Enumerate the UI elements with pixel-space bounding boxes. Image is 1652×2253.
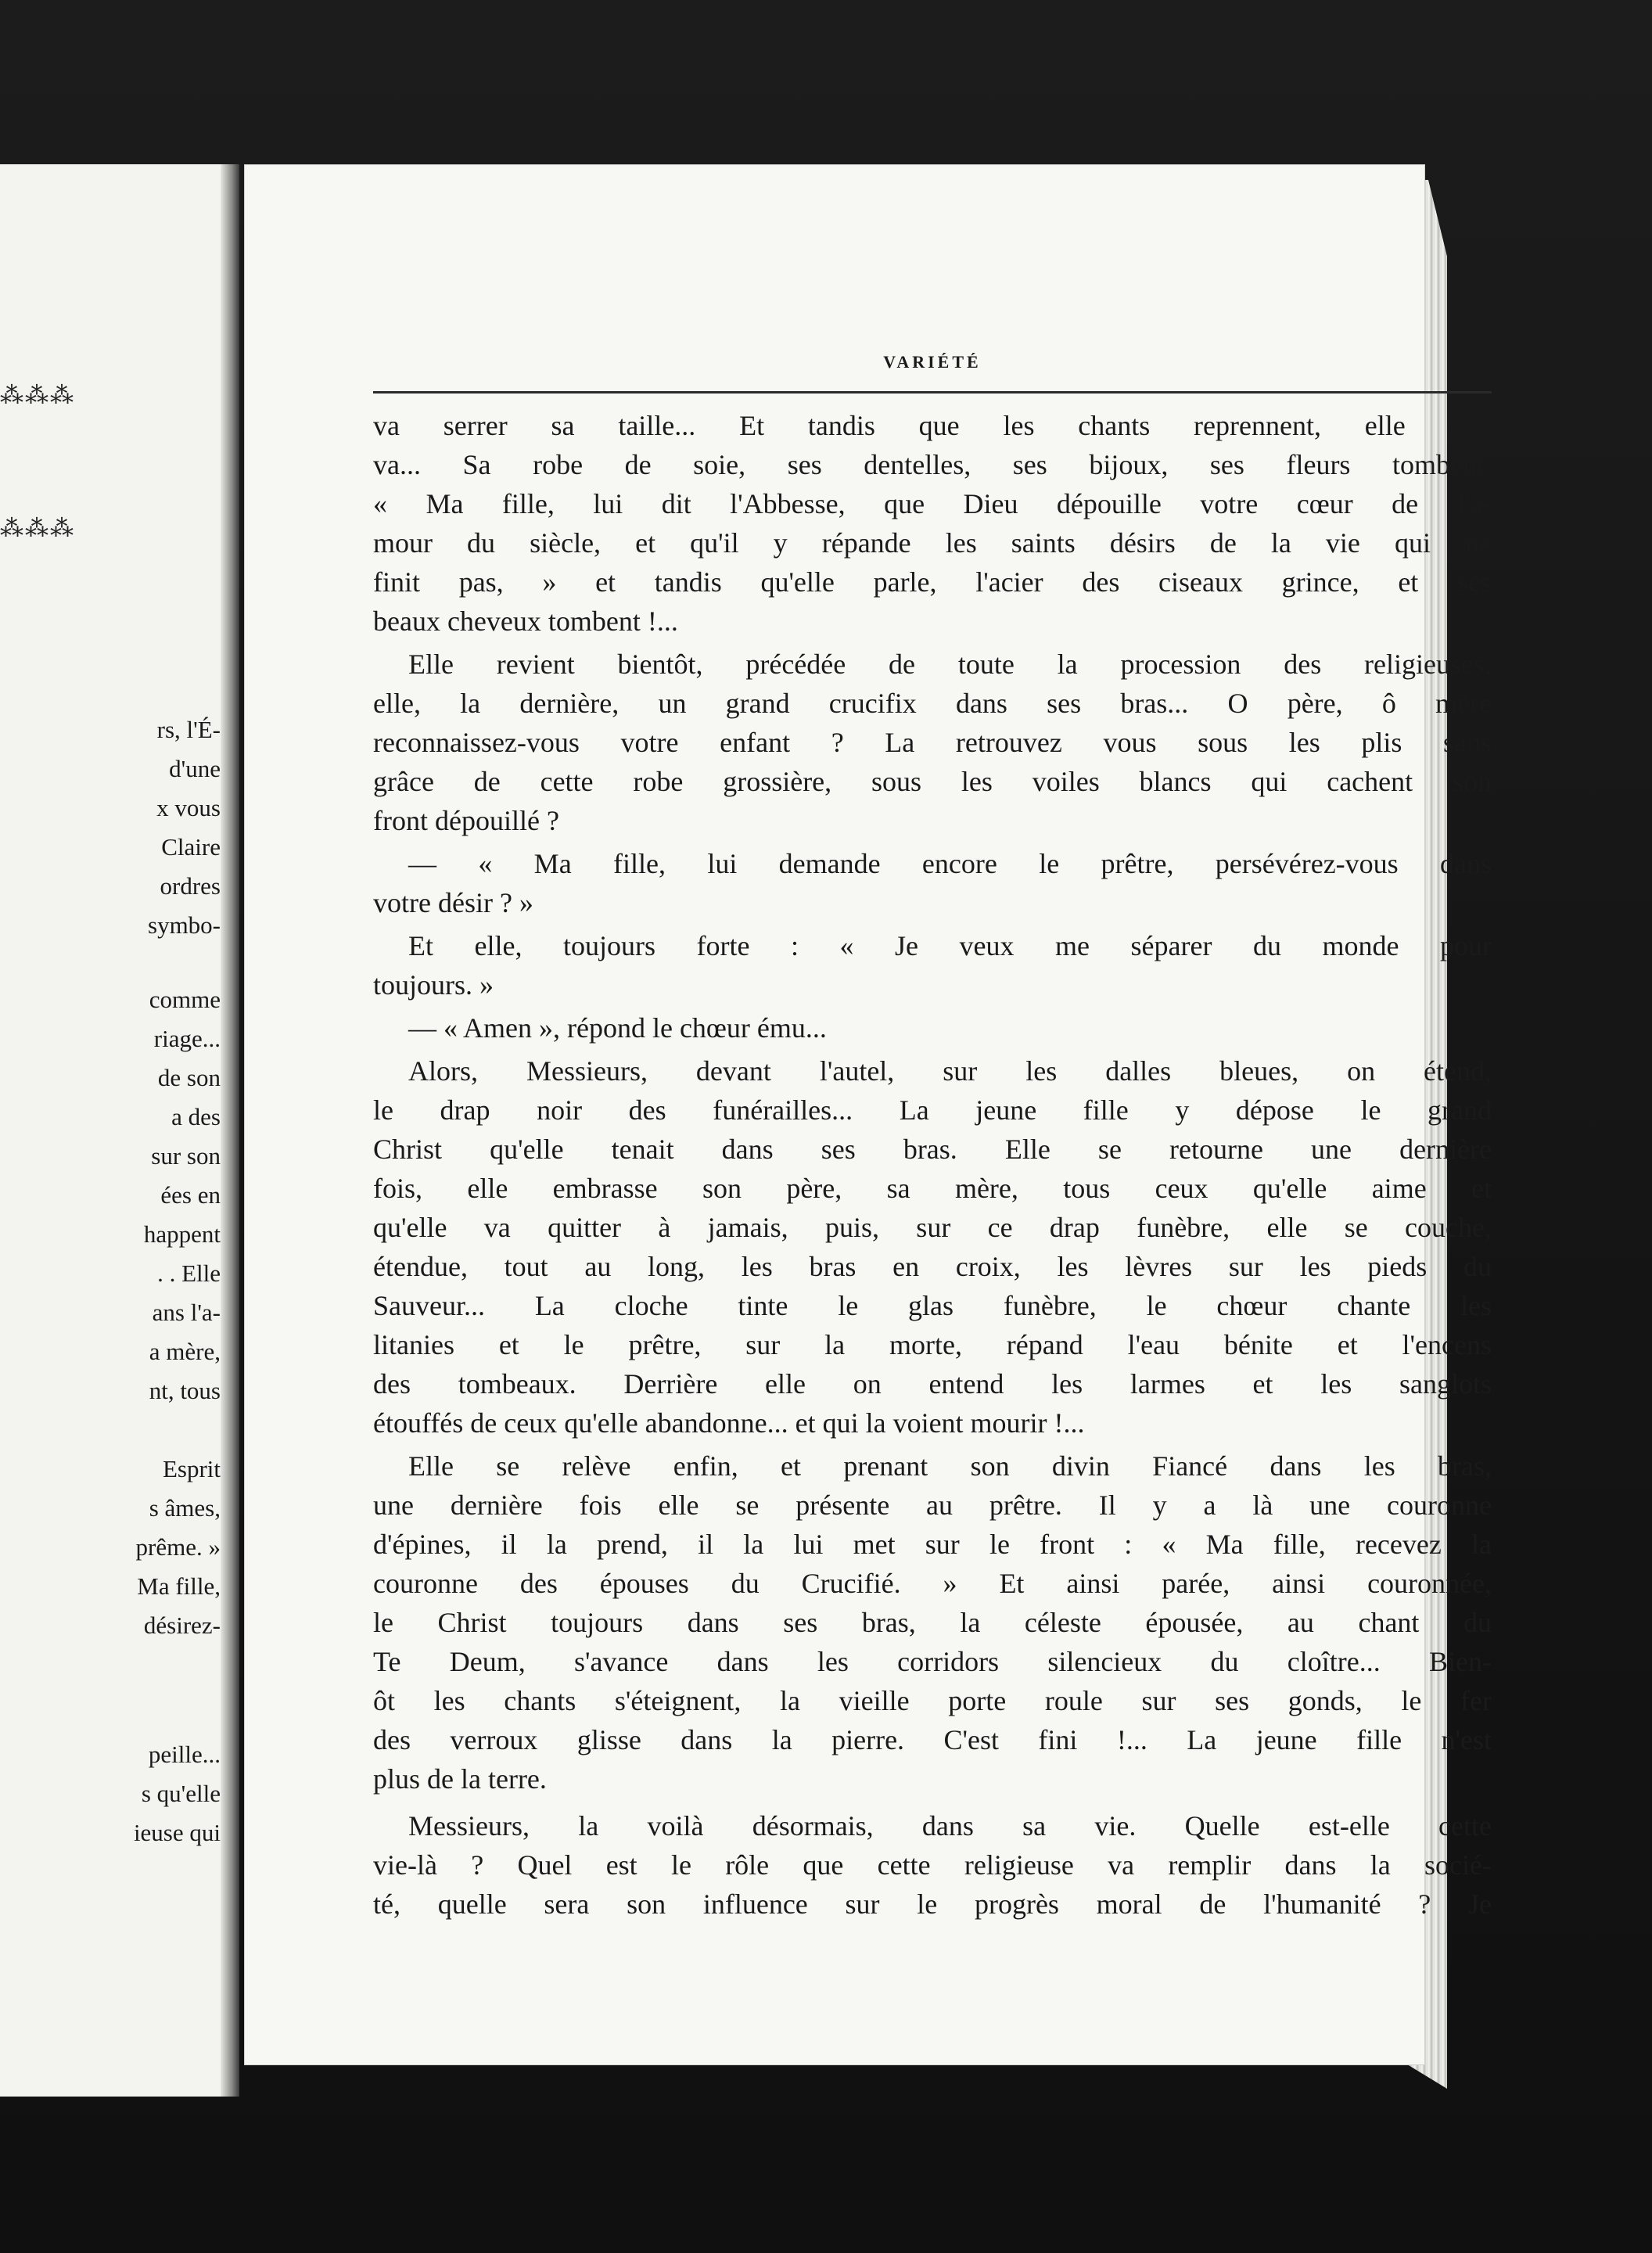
ornament-bottom: ⁂⁂⁂ [0, 516, 75, 541]
left-line: ordres [160, 872, 221, 900]
text-line: fois, elle embrasse son père, sa mère, tous ceux qu'elle aime et [373, 1173, 1492, 1204]
running-title: VARIÉTÉ [883, 352, 982, 372]
text-line: des verroux glisse dans la pierre. C'est fini !... La jeune fille n'est [373, 1724, 1492, 1755]
left-line: a des [171, 1103, 221, 1130]
text-line: Sauveur... La cloche tinte le glas funèbre, le chœur chante les [373, 1290, 1492, 1321]
left-facing-page [0, 164, 235, 2097]
text-line: toujours. » [373, 969, 494, 1001]
text-line: d'épines, il la prend, il la lui met sur le front : « Ma fille, recevez la [373, 1529, 1492, 1560]
left-line: . . Elle [157, 1259, 221, 1287]
left-line: Ma fille, [137, 1572, 221, 1600]
left-line: rs, l'É- [156, 716, 221, 743]
text-line: des tombeaux. Derrière elle on entend les larmes et les sanglots [373, 1368, 1492, 1400]
ornament-top: ⁂⁂⁂ [0, 383, 75, 408]
text-line: — « Ma fille, lui demande encore le prêtre, persévérez-vous dans [408, 848, 1492, 879]
left-line: happent [143, 1220, 221, 1248]
left-line: peille... [148, 1741, 221, 1768]
text-line: une dernière fois elle se présente au prêtre. Il y a là une couronne [373, 1489, 1492, 1521]
text-line: té, quelle sera son influence sur le progrès moral de l'humanité ? Je [373, 1888, 1492, 1920]
text-line: grâce de cette robe grossière, sous les voiles blancs qui cachent son [373, 766, 1492, 797]
text-line: le Christ toujours dans ses bras, la céleste épousée, au chant du [373, 1607, 1492, 1638]
left-line: de son [157, 1064, 221, 1091]
text-line: couronne des épouses du Crucifié. » Et ainsi parée, ainsi couronnée, [373, 1568, 1492, 1599]
text-line: Messieurs, la voilà désormais, dans sa vie. Quelle est-elle cette [408, 1810, 1492, 1842]
text-line: Te Deum, s'avance dans les corridors silencieux du cloître... Bien- [373, 1646, 1492, 1677]
header-rule [373, 391, 1492, 393]
text-line: ôt les chants s'éteignent, la vieille porte roule sur ses gonds, le fer [373, 1685, 1492, 1716]
left-line: x vous [156, 794, 221, 821]
text-line: — « Amen », répond le chœur ému... [408, 1012, 827, 1044]
page-header [373, 344, 1492, 391]
left-line: ieuse qui [133, 1819, 221, 1846]
left-line: symbo- [148, 911, 221, 939]
text-line: Elle revient bientôt, précédée de toute la procession des religieuses, [408, 649, 1492, 680]
text-line: litanies et le prêtre, sur la morte, répand l'eau bénite et l'encens [373, 1329, 1492, 1360]
left-line: sur son [151, 1142, 221, 1170]
left-line: s qu'elle [141, 1780, 221, 1807]
text-line: étouffés de ceux qu'elle abandonne... et qui la voient mourir !... [373, 1407, 1085, 1439]
text-line: reconnaissez-vous votre enfant ? La retrouvez vous sous les plis sans [373, 727, 1492, 758]
text-line: elle, la dernière, un grand crucifix dans ses bras... O père, ô mère [373, 688, 1492, 719]
text-line: le drap noir des funérailles... La jeune fille y dépose le grand [373, 1094, 1492, 1126]
left-line: s âmes, [149, 1494, 221, 1522]
book-gutter [221, 164, 239, 2097]
text-line: front dépouillé ? [373, 805, 559, 836]
text-line: votre désir ? » [373, 887, 533, 918]
right-page [244, 164, 1492, 2065]
left-line: ans l'a- [152, 1299, 221, 1326]
left-line: désirez- [143, 1612, 221, 1639]
text-line: Christ qu'elle tenait dans ses bras. Elle se retourne une dernière [373, 1134, 1492, 1165]
text-line: qu'elle va quitter à jamais, puis, sur ce drap funèbre, elle se couche, [373, 1212, 1492, 1243]
left-line: Esprit [162, 1455, 221, 1482]
text-line: étendue, tout au long, les bras en croix, les lèvres sur les pieds du [373, 1251, 1492, 1282]
text-line: plus de la terre. [373, 1763, 547, 1795]
text-line: Elle se relève enfin, et prenant son divin Fiancé dans les bras, [408, 1450, 1492, 1482]
text-line: Et elle, toujours forte : « Je veux me séparer du monde pour [408, 930, 1492, 961]
text-line: finit pas, » et tandis qu'elle parle, l'acier des ciseaux grince, et ses [373, 566, 1492, 598]
text-line: vie-là ? Quel est le rôle que cette religieuse va remplir dans la socié- [373, 1849, 1492, 1881]
left-line: Claire [161, 833, 221, 861]
text-line: mour du siècle, et qu'il y répande les saints désirs de la vie qui ne [373, 527, 1492, 559]
text-line: va serrer sa taille... Et tandis que les chants reprennent, elle s'en [373, 410, 1492, 441]
text-line: beaux cheveux tombent !... [373, 605, 678, 637]
left-line: prême. » [135, 1533, 221, 1561]
text-line: Alors, Messieurs, devant l'autel, sur les dalles bleues, on étend, [408, 1055, 1492, 1087]
left-line: riage... [153, 1025, 221, 1052]
left-line: a mère, [149, 1338, 221, 1365]
left-line: nt, tous [149, 1377, 221, 1404]
page-number: 509 [1449, 347, 1492, 378]
left-line: d'une [169, 755, 221, 782]
text-line: va... Sa robe de soie, ses dentelles, ses bijoux, ses fleurs tombent. [373, 449, 1492, 480]
left-line: ées en [160, 1181, 221, 1209]
left-line: comme [149, 986, 221, 1013]
text-line: « Ma fille, lui dit l'Abbesse, que Dieu dépouille votre cœur de l'a- [373, 488, 1492, 519]
